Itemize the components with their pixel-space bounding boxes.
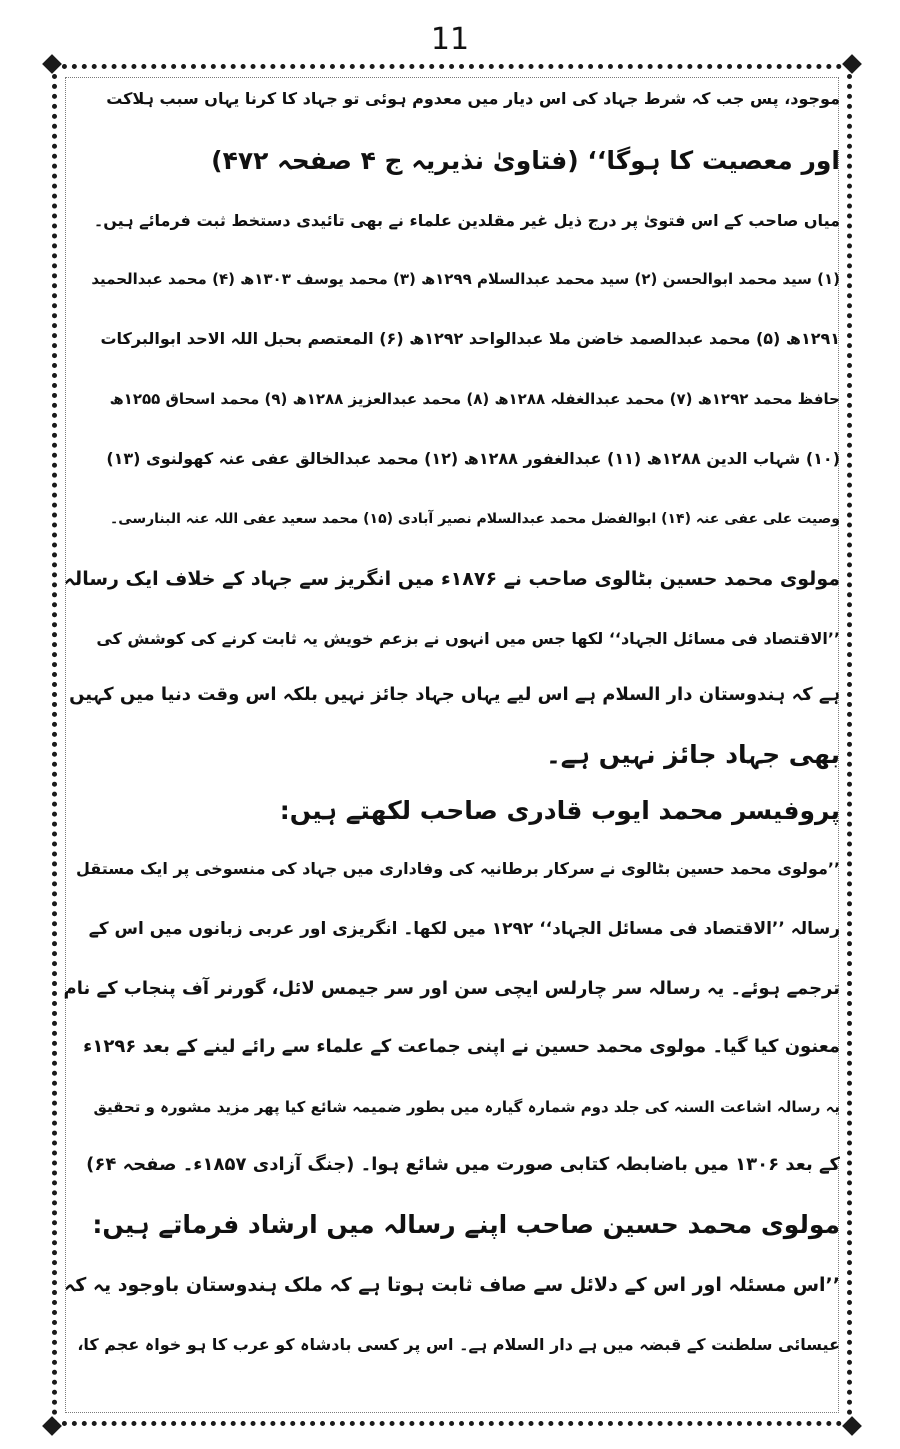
text-line-7: (۱۰) شہاب الدین ۱۲۸۸ھ (۱۱) عبدالغفور ۱۲۸۸ھ (۱۲) محمد عبدالخالق عفی عنہ کھولنوی (۱۳) [106, 449, 840, 468]
page-body-text [62, 74, 840, 1414]
text-line-2: اور معصیت کا ہوگا‘‘ (فتاویٰ نذیریہ ج ۴ صفحہ ۴۷۲) [211, 146, 840, 175]
page-number: 11 [430, 22, 470, 57]
text-line-6: حافظ محمد ۱۲۹۲ھ (۷) محمد عبدالغفلہ ۱۲۸۸ھ (۸) محمد عبدالعزیز ۱۲۸۸ھ (۹) محمد اسحاق ۱۲۵۵ھ [109, 390, 840, 408]
text-line-22: عیسائی سلطنت کے قبضہ میں ہے دار السلام ہے۔ اس پر کسی بادشاہ کو عرب کا ہو خواہ عجم کا، [77, 1335, 840, 1354]
text-line-19: کے بعد ۱۳۰۶ میں باضابطہ کتابی صورت میں شائع ہوا۔ (جنگ آزادی ۱۸۵۷ء۔ صفحہ ۶۴) [86, 1154, 840, 1175]
text-line-8: وصیت علی عفی عنہ (۱۴) ابوالفضل محمد عبدالسلام نصیر آبادی (۱۵) محمد سعید عفی اللہ عنہ البنارسی۔ [109, 511, 840, 527]
text-line-1: موجود، پس جب کہ شرط جہاد کی اس دیار میں معدوم ہوئی تو جہاد کا کرنا یہاں سبب ہلاکت [106, 89, 840, 108]
text-line-5: ۱۲۹۱ھ (۵) محمد عبدالصمد خاضن ملا عبدالواحد ۱۲۹۲ھ (۶) المعتصم بحبل اللہ الاحد ابوالبرکات [100, 329, 840, 348]
text-line-21: ’’اس مسئلہ اور اس کے دلائل سے صاف ثابت ہوتا ہے کہ ملک ہندوستان باوجود یہ کہ [64, 1274, 840, 1296]
text-line-4: (۱) سید محمد ابوالحسن (۲) سید محمد عبدالسلام ۱۲۹۹ھ (۳) محمد یوسف ۱۳۰۳ھ (۴) محمد عبدالحمید [91, 270, 840, 288]
text-line-13: پروفیسر محمد ایوب قادری صاحب لکھتے ہیں: [279, 796, 840, 825]
text-line-20: مولوی محمد حسین صاحب اپنے رسالہ میں ارشاد فرماتے ہیں: [92, 1210, 840, 1239]
text-line-16: ترجمے ہوئے۔ یہ رسالہ سر چارلس ایچی سن اور سر جیمس لائل، گورنر آف پنجاب کے نام [63, 978, 840, 999]
text-line-12: بھی جہاد جائز نہیں ہے۔ [546, 740, 840, 769]
text-line-14: ’’مولوی محمد حسین بٹالوی نے سرکار برطانیہ کی وفاداری میں جہاد کی منسوخی پر ایک مستقل [75, 859, 840, 878]
text-line-10: ’’الاقتصاد فی مسائل الجہاد‘‘ لکھا جس میں انہوں نے بزعم خویش یہ ثابت کرنے کی کوشش کی [96, 629, 840, 648]
text-line-17: معنون کیا گیا۔ مولوی محمد حسین نے اپنی جماعت کے علماء سے رائے لینے کے بعد ۱۲۹۶ء [83, 1036, 840, 1057]
text-line-15: رسالہ ’’الاقتصاد فی مسائل الجہاد‘‘ ۱۲۹۲ میں لکھا۔ انگریزی اور عربی زبانوں میں اس کے [88, 919, 840, 939]
text-line-3: میاں صاحب کے اس فتویٰ پر درج ذیل غیر مقلدین علماء نے بھی تائیدی دستخط ثبت فرمائے ہیں۔ [93, 211, 840, 230]
text-line-9: مولوی محمد حسین بٹالوی صاحب نے ۱۸۷۶ء میں انگریز سے جہاد کے خلاف ایک رسالہ [63, 568, 840, 590]
text-line-11: ہے کہ ہندوستان دار السلام ہے اس لیے یہاں جہاد جائز نہیں بلکہ اس وقت دنیا میں کہیں [69, 684, 840, 705]
text-line-18: یہ رسالہ اشاعت السنہ کی جلد دوم شمارہ گیارہ میں بطور ضمیمہ شائع کیا پھر مزید مشورہ و تحقیق [93, 1098, 840, 1116]
